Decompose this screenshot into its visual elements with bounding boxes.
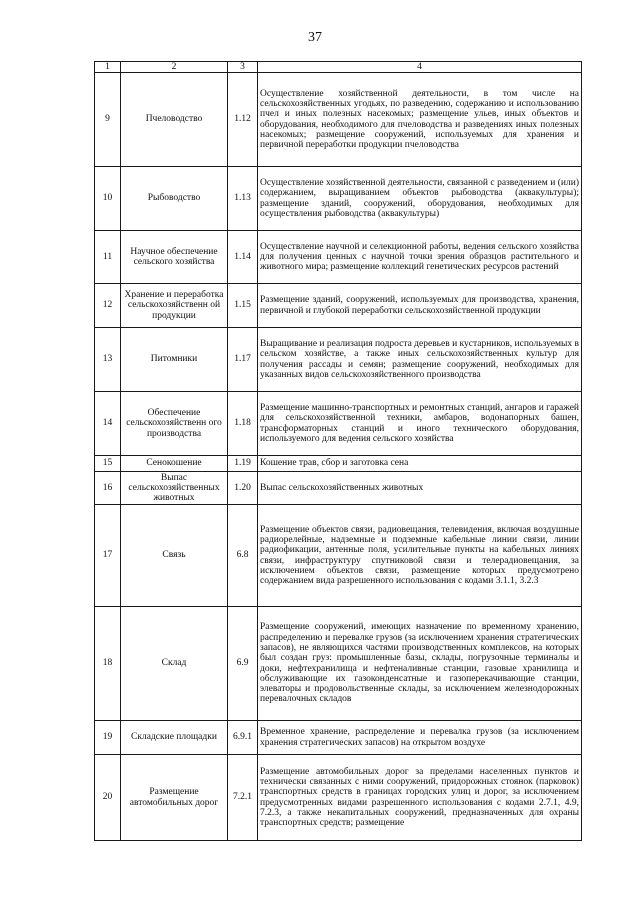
land-use-description: Осуществление хозяйственной деятельности, в том числе на сельскохозяйственных угодьях, по разведению, содержанию и использованию пчел и иных полезных насекомых; размещение ульев, иных объектов и оборудования, необходимого для пчеловодства и разведениях иных полезных насекомых; размещение сооружений, используемых для хранения и первичной переработки продукции пчеловодства xyxy=(258,73,582,167)
land-use-name: Рыбоводство xyxy=(121,167,228,231)
land-use-code: 1.12 xyxy=(228,73,258,167)
land-use-code: 1.14 xyxy=(228,231,258,284)
land-use-name: Питомники xyxy=(121,328,228,392)
land-use-description: Осуществление научной и селекционной работы, ведения сельского хозяйства для получения ценных с научной точки зрения образцов растительного и животного мира; размещение коллекций генетических ресурсов растений xyxy=(258,231,582,284)
table-row xyxy=(95,755,582,841)
row-number: 19 xyxy=(95,721,121,755)
header-cell-1: 1 xyxy=(95,62,121,73)
land-use-name: Хранение и переработка сельскохозяйственн ой продукции xyxy=(121,284,228,328)
land-use-name: Выпас сельскохозяйственных животных xyxy=(121,472,228,505)
land-use-name: Размещение автомобильных дорог xyxy=(121,755,228,841)
table-row xyxy=(95,167,582,231)
page-number: 37 xyxy=(308,30,322,45)
land-use-description: Размещение зданий, сооружений, используемых для производства, хранения, первичной и глубокой переработки сельскохозяйственной продукции xyxy=(258,284,582,328)
land-use-code: 1.15 xyxy=(228,284,258,328)
row-number: 17 xyxy=(95,505,121,607)
land-use-code: 6.8 xyxy=(228,505,258,607)
row-number: 12 xyxy=(95,284,121,328)
land-use-name: Научное обеспечение сельского хозяйства xyxy=(121,231,228,284)
land-use-table xyxy=(94,61,582,841)
land-use-name: Складские площадки xyxy=(121,721,228,755)
land-use-description: Выращивание и реализация подроста деревьев и кустарников, используемых в сельском хозяйстве, а также иных сельскохозяйственных культур для получения рассады и семян; размещение сооружений, необходимых для указанных видов сельскохозяйственного производства xyxy=(258,328,582,392)
land-use-description: Осуществление хозяйственной деятельности, связанной с разведением и (или) содержанием, выращиванием объектов рыбоводства (аквакультуры); размещение зданий, сооружений, оборудования, необходимых для осуществления рыбоводства (аквакультуры) xyxy=(258,167,582,231)
land-use-description: Временное хранение, распределение и перевалка грузов (за исключением хранения стратегических запасов) на открытом воздухе xyxy=(258,721,582,755)
land-use-description: Размещение объектов связи, радиовещания, телевидения, включая воздушные радиорелейные, надземные и подземные кабельные линии связи, линии радиофикации, антенные поля, усилительные пункты на кабельных линиях связи, инфраструктуру спутниковой связи и телерадиовещания, за исключением объектов связи, размещение которых предусмотрено содержанием вида разрешенного использования с кодами 3.1.1, 3.2.3 xyxy=(258,505,582,607)
table-row xyxy=(95,505,582,607)
land-use-code: 1.18 xyxy=(228,392,258,456)
table-row xyxy=(95,231,582,284)
land-use-code: 1.17 xyxy=(228,328,258,392)
row-number: 20 xyxy=(95,755,121,841)
header-cell-3: 3 xyxy=(228,62,258,73)
table-row xyxy=(95,721,582,755)
row-number: 14 xyxy=(95,392,121,456)
land-use-description: Выпас сельскохозяйственных животных xyxy=(258,472,582,505)
land-use-name: Пчеловодство xyxy=(121,73,228,167)
land-use-code: 1.19 xyxy=(228,456,258,472)
row-number: 10 xyxy=(95,167,121,231)
land-use-name: Склад xyxy=(121,607,228,721)
land-use-code: 1.20 xyxy=(228,472,258,505)
land-use-name: Обеспечение сельскохозяйственн ого производства xyxy=(121,392,228,456)
table-row xyxy=(95,328,582,392)
table-row xyxy=(95,607,582,721)
land-use-code: 7.2.1 xyxy=(228,755,258,841)
row-number: 16 xyxy=(95,472,121,505)
land-use-description: Размещение сооружений, имеющих назначение по временному хранению, распределению и перевалке грузов (за исключением хранения стратегических запасов), не являющихся частями производственных комплексов, на которых был создан груз: промышленные базы, склады, погрузочные терминалы и доки, нефтехранилища и нефтеналивные станции, газовые хранилища и обслуживающие их газоконденсатные и газоперекачивающие станции, элеваторы и продовольственные склады, за исключением железнодорожных перевалочных складов xyxy=(258,607,582,721)
row-number: 15 xyxy=(95,456,121,472)
land-use-name: Сенокошение xyxy=(121,456,228,472)
land-use-description: Размещение машинно-транспортных и ремонтных станций, ангаров и гаражей для сельскохозяйственной техники, амбаров, водонапорных башен, трансформаторных станций и иного технического оборудования, используемого для ведения сельского хозяйства xyxy=(258,392,582,456)
land-use-code: 1.13 xyxy=(228,167,258,231)
land-use-description: Кошение трав, сбор и заготовка сена xyxy=(258,456,582,472)
header-cell-4: 4 xyxy=(258,62,582,73)
header-cell-2: 2 xyxy=(121,62,228,73)
row-number: 9 xyxy=(95,73,121,167)
row-number: 11 xyxy=(95,231,121,284)
land-use-name: Связь xyxy=(121,505,228,607)
table-row xyxy=(95,392,582,456)
land-use-code: 6.9.1 xyxy=(228,721,258,755)
table-row xyxy=(95,472,582,505)
table-row xyxy=(95,456,582,472)
land-use-description: Размещение автомобильных дорог за пределами населенных пунктов и технически связанных с ними сооружений, придорожных стоянок (парковок) транспортных средств в границах городских улиц и дорог, за исключением предусмотренных видами разрешенного использования с кодами 2.7.1, 4.9, 7.2.3, а также некапитальных сооружений, предназначенных для охраны транспортных средств; размещение xyxy=(258,755,582,841)
row-number: 18 xyxy=(95,607,121,721)
land-use-code: 6.9 xyxy=(228,607,258,721)
row-number: 13 xyxy=(95,328,121,392)
table-header-row xyxy=(95,62,582,73)
table-row xyxy=(95,284,582,328)
table-row xyxy=(95,73,582,167)
